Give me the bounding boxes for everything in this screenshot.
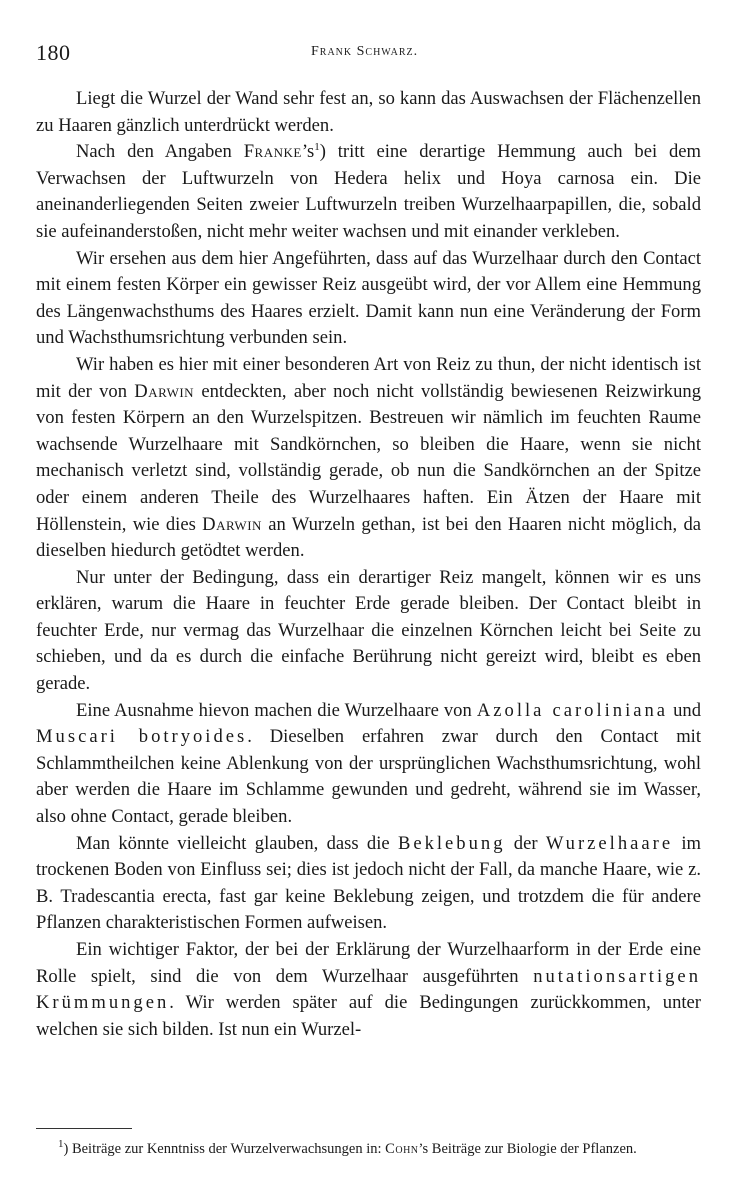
paragraph: [36, 246, 701, 352]
footnote-reference: 1: [314, 141, 320, 153]
page-header: [36, 40, 701, 70]
paragraph: [36, 352, 701, 565]
paragraph: [36, 698, 701, 831]
text-run: Wir ersehen aus dem hier Angeführten, dass auf das Wurzelhaar durch den Contact mit einem festen Körper ein gewisser Reiz ausgeübt wird, der vor Allem eine Hemmung des Längenwachsthums des Haares erzielt. Damit kann nun eine Veränderung der Form und Wachsthumsrichtung verbunden sein.: [36, 247, 701, 349]
text-run: Wir haben es hier mit einer besonderen Art von Reiz zu thun, der nicht identisch ist mit der von: [36, 353, 701, 402]
author-name: Darwin: [134, 380, 195, 402]
footnote-paragraph: [36, 1139, 701, 1159]
emphasized-term: Azolla caroliniana: [476, 699, 669, 721]
paragraph: [36, 86, 701, 139]
text-run: Eine Ausnahme hievon machen die Wurzelhaare von: [76, 699, 477, 721]
author-name: Darwin: [202, 513, 262, 535]
emphasized-term: Beklebung: [397, 832, 506, 854]
emphasized-term: nutationsartigen Krümmungen: [36, 965, 701, 1014]
footnote-author: Cohn: [385, 1141, 419, 1157]
text-run: ’s: [301, 141, 315, 163]
author-name: Franke: [243, 141, 302, 163]
text-run: Ein wichtiger Faktor, der bei der Erklärung der Wurzelhaarform in der Erde eine Rolle spielt, sind die von dem Wurzelhaar ausgeführten: [36, 939, 701, 987]
text-run: im trockenen Boden von Einfluss sei; dies ist jedoch nicht der Fall, da manche Haare, wie z. B. Tradescantia erecta, fast gar keine Beklebung zeigen, und trotzdem die für andere Pflanzen charakteristischen Formen aufweisen.: [36, 832, 702, 934]
paragraph: [36, 831, 701, 937]
text-run: Liegt die Wurzel der Wand sehr fest an, so kann das Auswachsen der Flächenzellen zu Haaren gänzlich unterdrückt werden.: [36, 88, 701, 136]
text-run: Nur unter der Bedingung, dass ein derartiger Reiz mangelt, können wir es uns erklären, warum die Haare in feuchter Erde gerade bleiben. Der Contact bleibt in feuchter Erde, nur vermag das Wurzelhaar die einzelnen Körnchen leicht bei Seite zu schieben, und da es durch die einfache Berührung nicht gereizt wird, bleibt es eben gerade.: [36, 566, 701, 695]
text-run: und: [668, 699, 702, 721]
emphasized-term: Wurzelhaare: [545, 832, 674, 854]
footnote-rule: [36, 1128, 132, 1129]
footnote-text-after: ’s Beiträge zur Biologie der Pflanzen.: [418, 1141, 637, 1157]
footnote-text-before: ) Beiträge zur Kenntniss der Wurzelverwachsungen in:: [63, 1141, 386, 1157]
body-text: [36, 86, 701, 1043]
text-run: der: [505, 832, 546, 854]
footnote: [36, 1139, 701, 1159]
text-run: entdeckten, aber noch nicht vollständig bewiesenen Reizwirkung von festen Körpern an den Wurzelspitzen. Bestreuen wir nämlich im feuchten Raume wachsende Wurzelhaare mit Sandkörnchen, so bleiben die Haare, wenn sie nicht mechanisch verletzt sind, vollständig gerade, ob nun die Sandkörnchen an der Spitze oder einem anderen Theile des Wurzelhaares haften. Ein Ätzen der Haare mit Höllenstein, wie dies: [36, 380, 701, 535]
page-number: 180: [36, 40, 71, 65]
text-run: ) tritt eine derartige Hemmung auch bei dem Verwachsen der Luftwurzeln von Hedera helix und Hoya carnosa ein. Die aneinanderliegenden Seiten zweier Luftwurzeln treiben Wurzelhaarpapillen, die, sobald sie aufeinanderstoßen, nicht mehr weiter wachsen und mit einander verkleben.: [36, 141, 701, 242]
paragraph: [36, 565, 701, 698]
running-head: Frank Schwarz.: [311, 44, 419, 59]
text-run: an Wurzeln gethan, ist bei den Haaren nicht möglich, da dieselben hiedurch getödtet werden.: [36, 513, 701, 562]
paragraph: [36, 139, 701, 245]
footnote-marker: 1: [58, 1138, 64, 1151]
text-run: . Wir werden später auf die Bedingungen zurückkommen, unter welchen sie sich bilden. Ist nun ein Wurzel-: [36, 992, 701, 1040]
paragraph: [36, 937, 701, 1043]
text-run: Man könnte vielleicht glauben, dass die: [76, 832, 398, 854]
text-run: Nach den Angaben: [76, 141, 244, 163]
text-run: . Dieselben erfahren zwar durch den Contact mit Schlammtheilchen keine Ablenkung von der ursprünglichen Wachsthumsrichtung, wohl aber werden die Haare im Schlamme gewunden und gedreht, während sie im Wasser, also ohne Contact, gerade bleiben.: [36, 726, 701, 828]
emphasized-term: Muscari botryoides: [36, 726, 248, 748]
